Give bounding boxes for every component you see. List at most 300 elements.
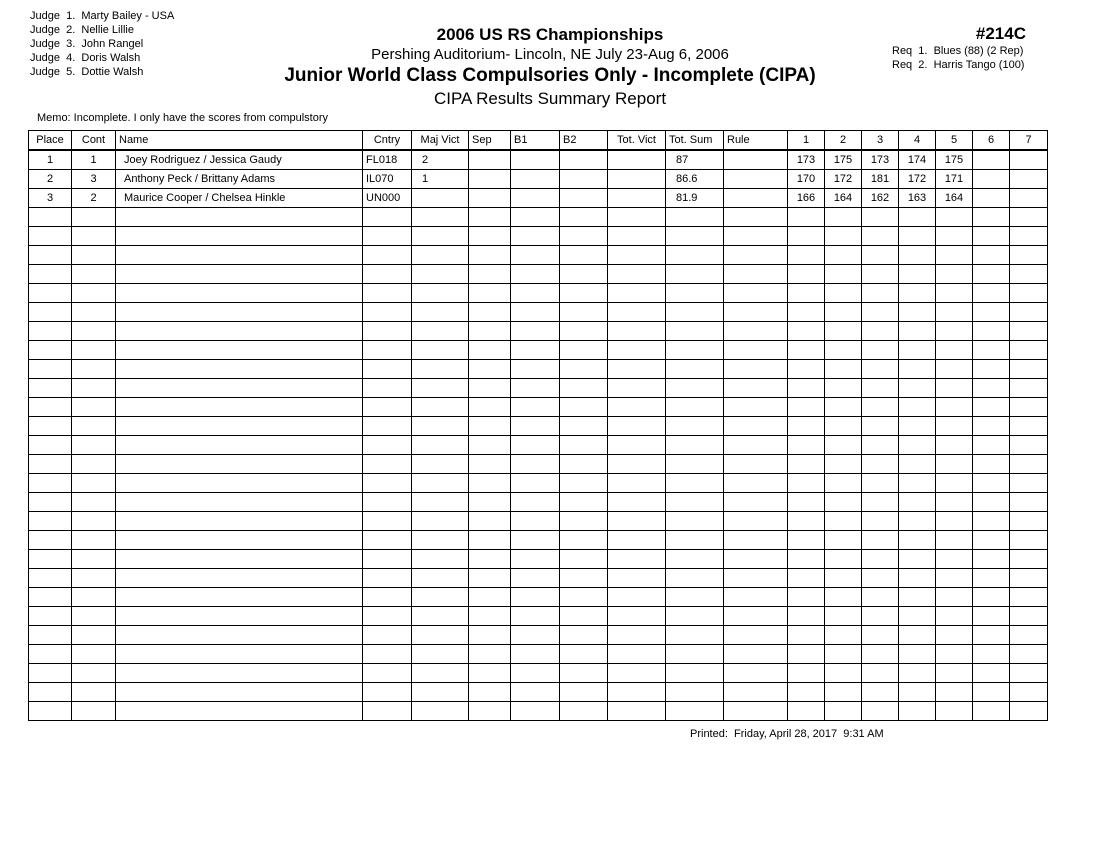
table-cell <box>72 531 116 550</box>
table-cell <box>724 322 788 341</box>
empty-row <box>29 398 1048 417</box>
table-cell <box>724 664 788 683</box>
empty-row <box>29 341 1048 360</box>
table-cell <box>29 493 72 512</box>
table-cell <box>560 512 608 531</box>
table-cell <box>116 284 363 303</box>
col-judge-4: 4 <box>899 131 936 151</box>
table-cell <box>862 493 899 512</box>
table-cell <box>899 436 936 455</box>
table-row <box>29 189 1048 208</box>
table-cell <box>511 512 560 531</box>
table-cell <box>560 645 608 664</box>
table-cell <box>899 360 936 379</box>
table-cell <box>936 246 973 265</box>
table-cell <box>862 208 899 227</box>
table-cell <box>29 607 72 626</box>
table-cell <box>469 265 511 284</box>
table-cell <box>788 645 825 664</box>
table-cell <box>608 550 666 569</box>
table-cell <box>973 626 1010 645</box>
table-cell <box>825 265 862 284</box>
table-cell <box>1010 227 1048 246</box>
table-cell <box>72 417 116 436</box>
table-cell <box>469 189 511 208</box>
table-cell <box>1010 550 1048 569</box>
table-cell <box>560 569 608 588</box>
table-cell <box>469 645 511 664</box>
table-cell <box>72 455 116 474</box>
judge-2: Judge 2. Nellie Lillie <box>30 24 134 36</box>
empty-row <box>29 607 1048 626</box>
table-cell <box>936 550 973 569</box>
table-cell <box>862 417 899 436</box>
judge-3: Judge 3. John Rangel <box>30 38 144 50</box>
table-cell <box>29 341 72 360</box>
table-cell <box>936 360 973 379</box>
table-cell <box>116 341 363 360</box>
table-cell <box>899 303 936 322</box>
table-cell <box>511 398 560 417</box>
table-cell <box>666 303 724 322</box>
table-cell <box>412 569 469 588</box>
table-cell <box>72 284 116 303</box>
table-cell: 2 <box>29 170 72 189</box>
table-cell <box>469 284 511 303</box>
table-cell <box>973 569 1010 588</box>
table-cell <box>363 550 412 569</box>
table-cell <box>1010 607 1048 626</box>
table-cell <box>1010 208 1048 227</box>
table-cell <box>862 626 899 645</box>
table-cell <box>29 322 72 341</box>
empty-row <box>29 588 1048 607</box>
empty-row <box>29 493 1048 512</box>
table-cell <box>412 512 469 531</box>
table-cell <box>29 284 72 303</box>
title-block <box>200 24 900 110</box>
table-cell <box>608 607 666 626</box>
table-cell <box>608 265 666 284</box>
table-cell <box>1010 379 1048 398</box>
empty-row <box>29 702 1048 721</box>
table-cell <box>1010 531 1048 550</box>
table-cell <box>862 531 899 550</box>
table-cell <box>363 512 412 531</box>
table-cell <box>899 455 936 474</box>
col-judge-5: 5 <box>936 131 973 151</box>
table-cell <box>973 607 1010 626</box>
table-cell <box>608 322 666 341</box>
table-cell <box>936 303 973 322</box>
table-cell <box>560 702 608 721</box>
table-cell <box>412 417 469 436</box>
table-cell <box>724 569 788 588</box>
table-cell <box>899 512 936 531</box>
table-cell: Anthony Peck / Brittany Adams <box>116 170 363 189</box>
table-cell <box>29 512 72 531</box>
table-cell: UN000 <box>363 189 412 208</box>
table-cell <box>788 607 825 626</box>
table-cell <box>469 436 511 455</box>
table-cell <box>936 664 973 683</box>
table-cell <box>412 474 469 493</box>
table-cell <box>899 398 936 417</box>
table-cell <box>72 227 116 246</box>
table-cell <box>608 189 666 208</box>
table-cell <box>825 664 862 683</box>
table-cell: 3 <box>72 170 116 189</box>
table-cell <box>560 284 608 303</box>
table-cell <box>72 664 116 683</box>
empty-row <box>29 379 1048 398</box>
table-cell <box>724 493 788 512</box>
table-cell <box>973 208 1010 227</box>
table-cell <box>412 189 469 208</box>
table-cell <box>666 284 724 303</box>
table-cell <box>973 265 1010 284</box>
table-cell <box>936 417 973 436</box>
table-cell <box>862 379 899 398</box>
table-cell <box>469 683 511 702</box>
table-cell <box>116 246 363 265</box>
table-cell <box>363 246 412 265</box>
table-cell <box>1010 150 1048 170</box>
table-cell <box>511 493 560 512</box>
table-cell <box>608 417 666 436</box>
table-cell <box>412 379 469 398</box>
table-cell <box>560 607 608 626</box>
table-cell <box>608 150 666 170</box>
table-cell: 1 <box>412 170 469 189</box>
table-cell <box>363 683 412 702</box>
table-cell <box>666 398 724 417</box>
table-cell <box>666 417 724 436</box>
table-cell <box>560 303 608 322</box>
col-judge-6: 6 <box>973 131 1010 151</box>
table-cell <box>936 588 973 607</box>
table-cell <box>788 512 825 531</box>
table-cell <box>72 607 116 626</box>
table-cell: 162 <box>862 189 899 208</box>
table-cell <box>469 455 511 474</box>
table-cell <box>936 227 973 246</box>
table-cell <box>666 512 724 531</box>
table-cell <box>511 455 560 474</box>
table-cell <box>412 303 469 322</box>
table-cell <box>469 246 511 265</box>
empty-row <box>29 360 1048 379</box>
table-cell <box>788 398 825 417</box>
table-cell <box>608 227 666 246</box>
table-cell <box>72 626 116 645</box>
table-cell <box>862 322 899 341</box>
table-cell <box>469 702 511 721</box>
empty-row <box>29 284 1048 303</box>
table-cell <box>862 455 899 474</box>
table-cell <box>511 227 560 246</box>
table-cell <box>608 246 666 265</box>
table-cell <box>72 322 116 341</box>
table-cell <box>862 607 899 626</box>
table-cell <box>973 702 1010 721</box>
table-cell <box>825 284 862 303</box>
table-cell <box>788 208 825 227</box>
table-cell <box>608 284 666 303</box>
table-cell: 164 <box>936 189 973 208</box>
table-cell <box>936 474 973 493</box>
table-cell <box>825 626 862 645</box>
table-cell <box>788 550 825 569</box>
table-cell <box>29 360 72 379</box>
table-cell <box>511 607 560 626</box>
table-cell <box>973 683 1010 702</box>
table-cell <box>72 683 116 702</box>
judge-5: Judge 5. Dottie Walsh <box>30 66 144 78</box>
table-cell <box>363 360 412 379</box>
table-cell <box>608 360 666 379</box>
table-cell <box>825 379 862 398</box>
table-cell <box>666 246 724 265</box>
table-cell <box>1010 341 1048 360</box>
table-cell <box>116 645 363 664</box>
table-cell <box>788 683 825 702</box>
table-cell <box>469 626 511 645</box>
judge-4: Judge 4. Doris Walsh <box>30 52 141 64</box>
table-cell <box>899 664 936 683</box>
table-cell <box>899 341 936 360</box>
table-cell <box>412 208 469 227</box>
table-cell <box>973 379 1010 398</box>
table-cell <box>973 189 1010 208</box>
col-b2: B2 <box>560 131 608 151</box>
table-cell <box>862 569 899 588</box>
report-title: CIPA Results Summary Report <box>433 89 667 108</box>
empty-row <box>29 303 1048 322</box>
table-cell <box>724 626 788 645</box>
table-cell <box>412 702 469 721</box>
table-cell <box>469 569 511 588</box>
table-cell <box>511 246 560 265</box>
table-cell <box>412 683 469 702</box>
table-cell: 170 <box>788 170 825 189</box>
table-cell: 1 <box>29 150 72 170</box>
table-cell <box>973 341 1010 360</box>
table-cell <box>511 379 560 398</box>
table-cell <box>116 683 363 702</box>
table-cell <box>724 379 788 398</box>
table-cell <box>29 265 72 284</box>
table-cell <box>116 417 363 436</box>
table-cell <box>724 284 788 303</box>
table-cell <box>1010 493 1048 512</box>
table-cell <box>469 493 511 512</box>
table-cell <box>560 664 608 683</box>
table-cell <box>788 303 825 322</box>
table-cell <box>724 512 788 531</box>
table-row <box>29 150 1048 170</box>
table-cell <box>29 645 72 664</box>
table-cell <box>862 341 899 360</box>
table-cell <box>973 645 1010 664</box>
table-cell <box>862 550 899 569</box>
table-cell <box>560 588 608 607</box>
table-cell <box>724 683 788 702</box>
table-cell <box>1010 664 1048 683</box>
table-cell <box>788 284 825 303</box>
table-cell <box>825 569 862 588</box>
table-cell <box>899 493 936 512</box>
table-cell <box>1010 322 1048 341</box>
table-cell <box>363 588 412 607</box>
table-cell <box>825 512 862 531</box>
table-cell <box>511 208 560 227</box>
table-cell <box>1010 683 1048 702</box>
table-cell <box>788 417 825 436</box>
table-cell <box>899 531 936 550</box>
table-cell <box>899 246 936 265</box>
table-cell <box>412 341 469 360</box>
table-cell <box>469 322 511 341</box>
judges-list <box>30 9 174 79</box>
table-cell <box>469 379 511 398</box>
table-cell <box>363 265 412 284</box>
table-cell <box>363 607 412 626</box>
table-cell <box>899 417 936 436</box>
table-cell: Joey Rodriguez / Jessica Gaudy <box>116 150 363 170</box>
table-cell <box>825 702 862 721</box>
table-cell <box>560 626 608 645</box>
table-cell <box>1010 474 1048 493</box>
table-cell <box>862 683 899 702</box>
table-cell <box>825 588 862 607</box>
table-cell <box>29 398 72 417</box>
table-cell: 81.9 <box>666 189 724 208</box>
table-cell <box>608 664 666 683</box>
table-cell <box>825 436 862 455</box>
table-cell <box>560 265 608 284</box>
empty-row <box>29 550 1048 569</box>
col-maj-vict: Maj Vict <box>412 131 469 151</box>
empty-row <box>29 531 1048 550</box>
table-cell <box>363 379 412 398</box>
table-cell <box>1010 398 1048 417</box>
empty-row <box>29 664 1048 683</box>
table-cell <box>724 208 788 227</box>
table-cell <box>608 645 666 664</box>
table-cell <box>936 436 973 455</box>
table-cell <box>72 436 116 455</box>
empty-row <box>29 436 1048 455</box>
table-cell <box>469 360 511 379</box>
table-cell <box>862 645 899 664</box>
table-cell <box>511 265 560 284</box>
table-cell <box>973 474 1010 493</box>
table-cell <box>469 550 511 569</box>
table-cell <box>72 379 116 398</box>
table-cell <box>788 626 825 645</box>
table-cell <box>363 531 412 550</box>
table-cell <box>973 170 1010 189</box>
table-cell <box>666 702 724 721</box>
empty-row <box>29 322 1048 341</box>
table-cell <box>560 417 608 436</box>
table-cell <box>862 702 899 721</box>
table-cell <box>72 493 116 512</box>
table-cell <box>788 588 825 607</box>
results-table <box>28 130 1048 721</box>
table-cell <box>724 531 788 550</box>
table-cell <box>29 588 72 607</box>
table-cell <box>116 208 363 227</box>
table-cell <box>608 436 666 455</box>
table-cell <box>363 303 412 322</box>
table-cell <box>973 588 1010 607</box>
table-cell <box>363 474 412 493</box>
table-cell <box>825 531 862 550</box>
table-cell <box>862 474 899 493</box>
table-cell <box>825 683 862 702</box>
table-cell <box>116 588 363 607</box>
table-cell: 86.6 <box>666 170 724 189</box>
table-cell <box>724 341 788 360</box>
table-cell <box>72 360 116 379</box>
table-cell <box>116 531 363 550</box>
empty-row <box>29 626 1048 645</box>
table-cell <box>363 417 412 436</box>
table-cell <box>973 322 1010 341</box>
table-cell <box>825 474 862 493</box>
table-cell <box>608 170 666 189</box>
table-cell <box>469 512 511 531</box>
table-cell <box>72 512 116 531</box>
table-cell <box>1010 284 1048 303</box>
table-cell <box>72 550 116 569</box>
table-cell <box>1010 626 1048 645</box>
col-judge-3: 3 <box>862 131 899 151</box>
table-cell <box>412 645 469 664</box>
table-cell: 2 <box>412 150 469 170</box>
table-cell <box>511 645 560 664</box>
table-cell <box>560 683 608 702</box>
table-cell: 174 <box>899 150 936 170</box>
table-cell <box>29 227 72 246</box>
table-cell <box>973 512 1010 531</box>
table-cell: FL018 <box>363 150 412 170</box>
table-cell <box>412 531 469 550</box>
judge-1: Judge 1. Marty Bailey - USA <box>30 10 175 22</box>
table-cell <box>511 417 560 436</box>
table-cell <box>412 322 469 341</box>
table-cell <box>899 227 936 246</box>
table-cell <box>825 322 862 341</box>
table-cell <box>862 398 899 417</box>
table-cell: 87 <box>666 150 724 170</box>
table-cell <box>724 398 788 417</box>
table-cell <box>363 436 412 455</box>
table-cell <box>412 664 469 683</box>
col-judge-7: 7 <box>1010 131 1048 151</box>
table-cell <box>825 341 862 360</box>
table-cell <box>825 398 862 417</box>
table-cell <box>973 417 1010 436</box>
table-cell <box>788 569 825 588</box>
col-tot-sum: Tot. Sum <box>666 131 724 151</box>
table-cell <box>29 455 72 474</box>
table-cell <box>1010 645 1048 664</box>
table-cell <box>788 227 825 246</box>
table-cell <box>1010 303 1048 322</box>
